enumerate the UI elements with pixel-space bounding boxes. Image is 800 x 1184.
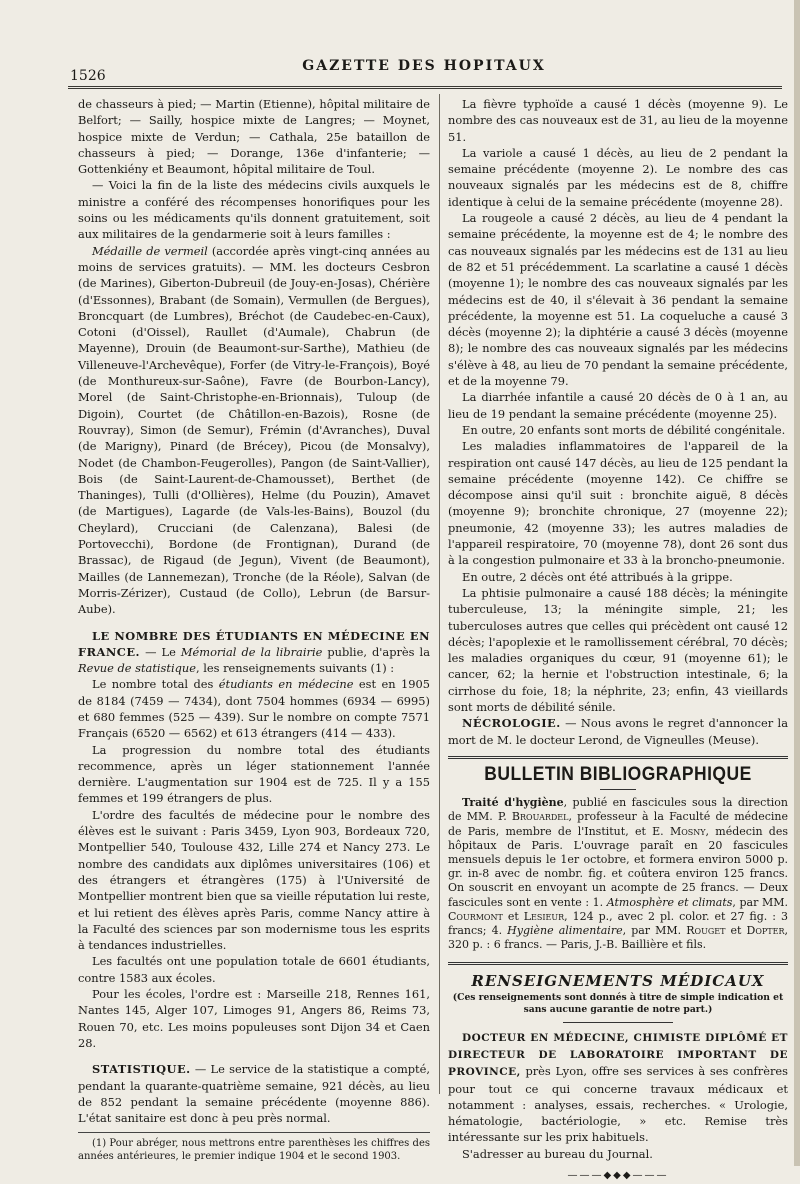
paragraph-faculties-total: Les facultés ont une population totale de 6601 étudiants, contre 1583 aux écoles. xyxy=(78,954,430,985)
students-total-a: Le nombre total des xyxy=(92,677,219,692)
header-rule xyxy=(68,86,782,89)
renseignements-rule xyxy=(448,962,788,965)
students-text-c: , les renseignements suivants (1) : xyxy=(195,661,395,676)
paragraph-students-heading xyxy=(78,628,430,677)
statistics-text: — Le service de la statistique a compté, pendant la quarante-quatrième semaine, 921 décès, au lieu de 852 pendant la semaine précédente (moyenne 886). L'état sanitaire est donc à peu près normal. xyxy=(78,1062,430,1126)
paragraph-progression: La progression du nombre total des étudiants recommence, après un léger stationnement l'année dernière. L'augmentation sur 1904 est de 725. Il y a 155 femmes et 199 étrangers de plus. xyxy=(78,742,430,806)
biblio-fascicle-4: Hygiène alimentaire xyxy=(507,924,623,937)
vermeil-medal-label: Médaille de vermeil xyxy=(92,243,208,258)
paragraph-civil-doctors-intro: — Voici la fin de la liste des médecins civils auxquels le ministre a conféré des récompenses honorifiques pour les soins ou les médicaments qu'ils donnent gratuitement, soit aux militaires de la gendarmerie soit à leurs familles : xyxy=(78,178,430,242)
renseignements-subtitle: (Ces renseignements sont donnés à titre de simple indication et sans aucune garantie de notre part.) xyxy=(452,991,784,1015)
paragraph-students-total xyxy=(78,676,430,741)
students-text-b: publie, d'après la xyxy=(322,644,430,659)
biblio-author-lesieur: Lesieur xyxy=(523,909,565,923)
column-separator xyxy=(439,94,440,1094)
paragraph-typhoid: La fièvre typhoïde a causé 1 décès (moyenne 9). Le nombre des cas nouveaux est de 31, au lieu de la moyenne 51. xyxy=(448,97,788,144)
paragraph-measles: La rougeole a causé 2 décès, au lieu de 4 pendant la semaine précédente, la moyenne est de 4; le nombre des cas nouveaux signalés par les médecins est de 131 au lieu de 82 et 51 précédemment. La scarlatine a causé 1 décès (moyenne 1); le nombre des cas nouveaux signalés par les médecins est de 40, il s'élevait à 36 pendant la semaine précédente, la moyenne est 51. La coqueluche a causé 3 décès (moyenne 2); la diphtérie a causé 3 décès (moyenne 8); le nombre des cas nouveaux signalés par les médecins s'élève à 48, au lieu de 70 pendant la semaine précédente, et de la moyenne 79. xyxy=(448,211,788,389)
page-header xyxy=(60,56,788,86)
right-column xyxy=(448,96,788,1184)
bibliography-rule xyxy=(448,756,788,759)
necrology-label: NÉCROLOGIE. xyxy=(462,716,561,731)
end-ornament: ———◆◆◆——— xyxy=(567,1170,669,1182)
revue-title: Revue de statistique xyxy=(78,661,196,676)
memorial-title: Mémorial de la librairie xyxy=(180,644,323,659)
advertisement-body: près Lyon, offre ses services à ses confrères pour tout ce qui concerne travaux médicaux et notamment : analyses, essais, recherches. « Urologie, hématologie, bactériologie, » etc. Remise très intéressante sur les prix habituels. xyxy=(448,1064,788,1145)
biblio-author-dopter: Dopter xyxy=(746,924,785,937)
biblio-author-rouget: Rouget xyxy=(686,924,726,937)
paragraph-schools-order: Pour les écoles, l'ordre est : Marseille 218, Rennes 161, Nantes 145, Alger 107, Limoges 91, Angers 86, Reims 73, Rouen 70, etc. Les moins populeuses sont Dijon 34 et Caen 28. xyxy=(78,987,430,1050)
paragraph-diarrhea: La diarrhée infantile a causé 20 décès de 0 à 1 an, au lieu de 19 pendant la semaine précédente (moyenne 25). xyxy=(448,390,788,421)
page-edge xyxy=(794,0,800,1166)
paragraph-grippe: En outre, 2 décès ont été attribués à la grippe. xyxy=(462,569,733,584)
biblio-author-courmont: Courmont xyxy=(448,909,503,923)
biblio-fascicle-1: Atmosphère et climats xyxy=(606,895,733,909)
biblio-author-mosny: Mosny xyxy=(669,824,706,838)
bibliography-short-rule xyxy=(600,789,636,790)
students-total-italic: étudiants en médecine xyxy=(218,677,354,692)
paragraph-military-list: de chasseurs à pied; — Martin (Etienne), hôpital militaire de Belfort; — Sailly, hospice mixte de Langres; — Moynet, hospice mixte de Verdun; — Cathala, 25e bataillon de chasseurs à pied; — Dorange, 136e d'infanterie; — Gottenkiény et Beaumont, hôpital militaire de Toul. xyxy=(78,97,430,177)
biblio-text-b: , professeur à la Faculté de médecine de Paris, membre de l'Institut, et E. xyxy=(448,810,788,838)
biblio-author-brouardel: Brouardel xyxy=(511,810,569,824)
biblio-text-f: , 124 p., avec 2 pl. color. et 27 fig. : 3 francs; 4. xyxy=(448,909,788,937)
statistics-label: STATISTIQUE. xyxy=(92,1062,191,1077)
biblio-text-h: et xyxy=(725,924,747,937)
left-column xyxy=(78,96,430,1163)
students-text-a: — Le xyxy=(140,644,181,659)
biblio-book-title: Traité d'hygiène xyxy=(462,796,564,810)
necrology-text: — Nous avons le regret d'annoncer la mort de M. le docteur Lerond, de Vigneulles (Meuse). xyxy=(448,716,788,747)
bibliography-section xyxy=(448,756,788,953)
paragraph-smallpox: La variole a causé 1 décès, au lieu de 2 pendant la semaine précédente (moyenne 2). Le nombre des cas nouveaux signalés par les médecins est de 8, chiffre identique à celui de la semaine précédente (moyenne 28). xyxy=(448,145,788,209)
biblio-text-i: , 320 p. : 6 francs. — Paris, J.-B. Baillière et fils. xyxy=(448,924,788,952)
paragraph-necrology xyxy=(448,715,788,748)
biblio-text-c: , médecin des hôpitaux de Paris. L'ouvrage paraît en 20 fascicules mensuels depuis le 1er octobre, et formera environ 5000 p. gr. in-8 avec de nombr. fig. et coûtera environ 125 francs. On souscrit en envoyant un acompte de 25 francs. — Deux fascicules sont en vente : 1. xyxy=(448,824,788,909)
biblio-text-e: et xyxy=(502,909,524,923)
footnote-rule xyxy=(78,1132,430,1133)
renseignements-title: RENSEIGNEMENTS MÉDICAUX xyxy=(471,972,765,991)
paragraph-debility: En outre, 20 enfants sont morts de débilité congénitale. xyxy=(462,422,786,437)
vermeil-medal-list: (accordée après vingt-cinq années au moins de services gratuits). — MM. les docteurs Cesbron (de Marines), Giberton-Dubreuil (de Jouy-en-Josas), Chérière (d'Essonnes), Brabant (de Somain), Vermullen (de Bergues), Broncquart (de Lumbres), Bréchot (de Caudebec-en-Caux), Cotoni (d'Oissel), Raullet (d'Aumale), Chabrun (de Mayenne), Drouin (de Beaumont-sur-Sarthe), Mathieu (de Villeneuve-l'Archevêque), Forfer (de Vitry-le-François), Boyé (de Monthureux-sur-Saône), Favre (de Bourbon-Lancy), Morel (de Saint-Christophe-en-Brionnais), Tuloup (de Digoin), Courtet (de Châtillon-en-Bazois), Rosne (de Rouvray), Simon (de Semur), Frémin (d'Avranches), Duval (de Marigny), Pinard (de Brécey), Picou (de Monsalvy), Nodet (de Chambon-Feugerolles), Pangon (de Saint-Vallier), Bois (de Saint-Laurent-de-Chamousset), Berthet (de Thaninges), Tulli (d'Ollières), Helme (du Pouzin), Amavet (de Martigues), Lagarde (de Vals-les-Bains), Bouzol (du Cheylard), Crucciani (de Calenzana), Balesi (de Portovecchi), Bordone (de Frontignan), Durand (de Brassac), de Rigaud (de Jegun), Vivent (de Beaumont), Mailles (de Lannemezan), Tronche (de la Réole), Salvan (de Morris-Zérizer), Custaud (de Collo), Lebrun (de Barsur-Aube). xyxy=(78,243,430,617)
advertisement-lead: DOCTEUR EN MÉDECINE, CHIMISTE DIPLÔMÉ ET DIRECTEUR DE LABORATOIRE IMPORTANT DE PROVINCE, xyxy=(448,1031,788,1079)
page-number: 1526 xyxy=(70,68,106,84)
paragraph-vermeil-medal xyxy=(78,243,430,618)
students-section-title: LE NOMBRE DES ÉTUDIANTS EN MÉDECINE EN FRANCE. xyxy=(78,628,430,659)
bibliography-title: BULLETIN BIBLIOGRAPHIQUE xyxy=(484,763,752,785)
paragraph-respiratory: Les maladies inflammatoires de l'appareil de la respiration ont causé 147 décès, au lieu de 125 pendant la semaine précédente (moyenne 142). Ce chiffre se décompose ainsi qu'il suit : bronchite aiguë, 8 décès (moyenne 9); bronchite chronique, 27 (moyenne 22); pneumonie, 42 (moyenne 33); les autres maladies de l'appareil respiratoire, 70 (moyenne 78), dont 26 sont dus à la congestion pulmonaire et 33 à la broncho-pneumonie. xyxy=(448,439,788,568)
paragraph-address: S'adresser au bureau du Journal. xyxy=(462,1146,653,1161)
biblio-text-a: , publié en fascicules sous la direction de MM. P. xyxy=(448,796,788,824)
paragraph-advertisement xyxy=(448,1029,788,1146)
biblio-text-g: , par MM. xyxy=(622,924,687,937)
students-total-b: est en 1905 de 8184 (7459 — 7434), dont 7504 hommes (6934 — 6995) et 680 femmes (525 — 439). Sur le nombre on compte 7571 Français (6520 — 6562) et 613 étrangers (414 — 433). xyxy=(78,677,430,741)
biblio-text-d: , par MM. xyxy=(732,895,788,909)
footnote: (1) Pour abréger, nous mettrons entre parenthèses les chiffres des années antérieures, le premier indique 1904 et le second 1903. xyxy=(78,1138,430,1163)
paragraph-phthisis: La phtisie pulmonaire a causé 188 décès; la méningite tuberculeuse, 13; la méningite simple, 21; les tuberculoses autres que celles qui précèdent ont causé 12 décès; l'apoplexie et le ramollissement cérébral, 70 décès; les maladies organiques du cœur, 91 (moyenne 61); le cancer, 62; la hernie et l'obstruction intestinale, 6; la cirrhose du foie, 18; la néphrite, 23; enfin, 43 vieillards sont morts de débilité sénile. xyxy=(448,585,788,714)
paragraph-faculties-order: L'ordre des facultés de médecine pour le nombre des élèves est le suivant : Paris 3459, Lyon 903, Bordeaux 720, Montpellier 540, Toulouse 432, Lille 274 et Nancy 273. Le nombre des candidats aux diplômes universitaires (106) et des étrangers et étrangères (175) à l'Université de Montpellier montrent bien que sa vieille réputation lui reste, et lui retient des élèves après Paris, comme Nancy attire à la Faculté des sciences par son modernisme tous les esprits à tendances industrielles. xyxy=(78,807,430,953)
paragraph-statistics xyxy=(78,1061,430,1126)
renseignements-short-rule xyxy=(563,1022,673,1023)
bibliography-entry xyxy=(448,796,788,952)
journal-title: GAZETTE DES HOPITAUX xyxy=(302,58,546,74)
